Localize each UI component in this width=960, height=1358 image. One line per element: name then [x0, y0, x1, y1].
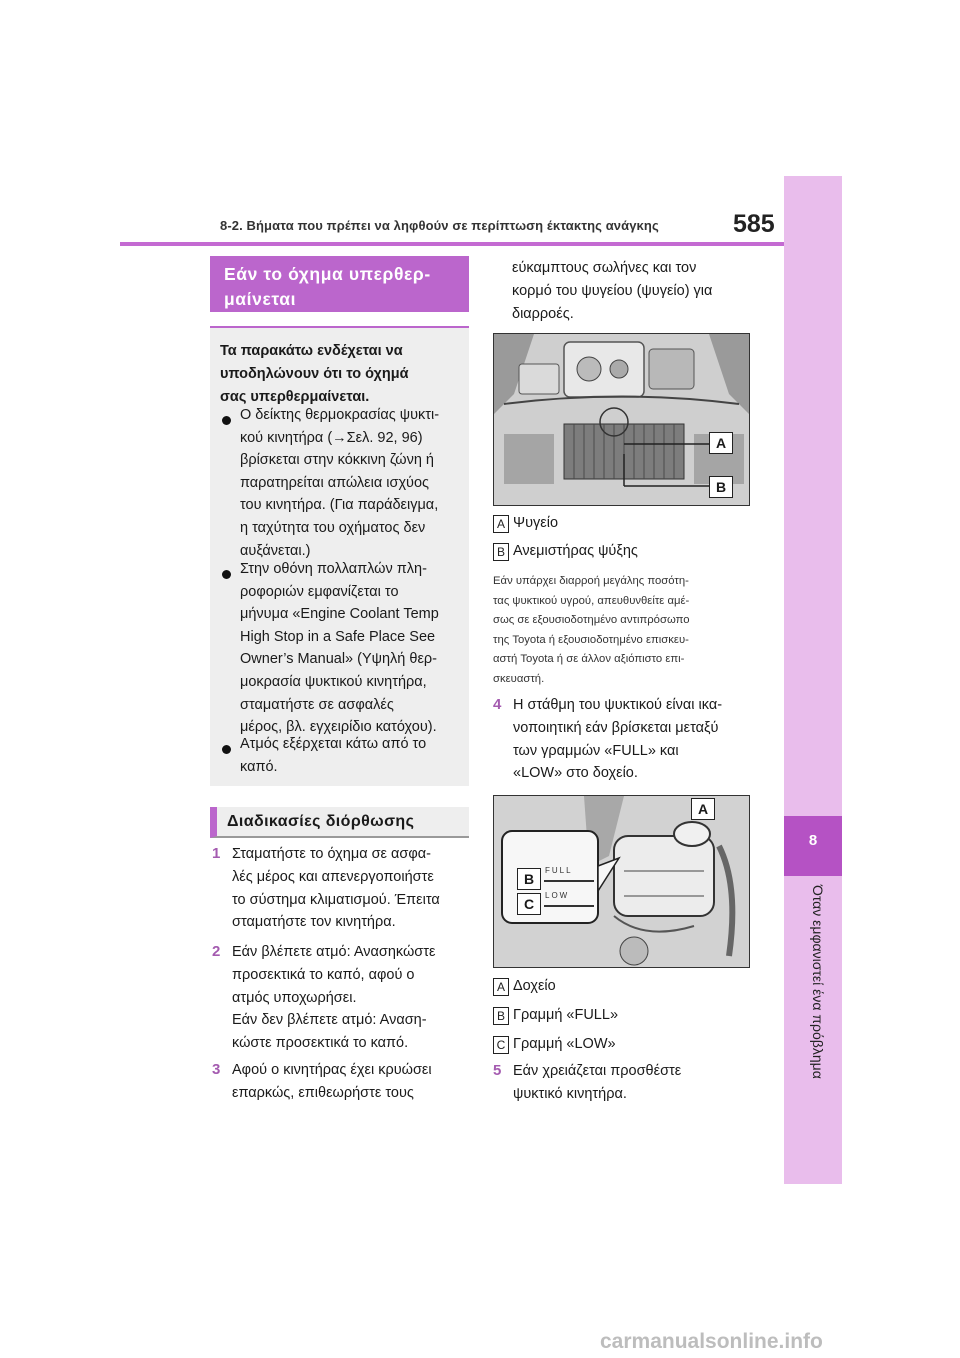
bullet-line: Ατμός εξέρχεται κάτω από το [240, 736, 427, 752]
step-line: κώστε προσεκτικά το καπό. [232, 1035, 409, 1052]
bullet-line: μοκρασία ψυκτικού κινητήρα, [240, 673, 427, 690]
bullet-display-message [240, 558, 462, 739]
bullet-line: σταματήστε σε ασφαλές [240, 696, 394, 713]
note-line: σκευαστή. [493, 672, 545, 685]
legend-text: Γραμμή «FULL» [513, 1007, 619, 1023]
intro-line: υποδηλώνουν ότι το όχημά [220, 366, 409, 382]
bullet-line: μέρος, βλ. εγχειρίδιο κατόχου). [240, 719, 437, 736]
header-rule [120, 242, 840, 246]
step-5-text [513, 1060, 763, 1106]
step-line: Η στάθμη του ψυκτικού είναι ικα- [513, 697, 723, 713]
step-2-text [232, 941, 472, 1055]
step-line: επαρκώς, επιθεωρήστε τους [232, 1084, 414, 1101]
callout-A: A [709, 432, 733, 454]
step-1-text [232, 843, 472, 934]
step-number: 3 [212, 1061, 221, 1078]
legend-text: Γραμμή «LOW» [513, 1036, 616, 1052]
bullet-line: η ταχύτητα του οχήματος δεν [240, 519, 426, 536]
legend-text: Ψυγείο [513, 515, 559, 531]
full-mark-label: FULL [545, 866, 573, 875]
bullet-line: Owner’s Manual» (Υψηλή θερ- [240, 651, 437, 668]
note-line: τας ψυκτικού υγρού, απευθυνθείτε αμέ- [493, 594, 690, 607]
legend-text: Ανεμιστήρας ψύξης [513, 543, 638, 559]
step-line: Εάν χρειάζεται προσθέστε [513, 1063, 682, 1079]
callout-B: B [709, 476, 733, 498]
step-line: εύκαμπτους σωλήνες και τον [512, 260, 697, 276]
step-line: διαρροές. [512, 305, 574, 322]
step-number: 1 [212, 845, 221, 862]
bullet-dot [222, 745, 231, 754]
callout-C: C [517, 893, 541, 915]
step-line: Αφού ο κινητήρας έχει κρυώσει [232, 1062, 432, 1078]
step-line: ατμός υποχωρήσει. [232, 989, 357, 1006]
bullet-line: κού κινητήρα (→Σελ. 92, 96) [240, 429, 423, 446]
bullet-line: βρίσκεται στην κόκκινη ζώνη ή [240, 452, 435, 469]
step-3-continued [512, 257, 762, 325]
step-4-text [513, 694, 763, 785]
bullet-line: Ο δείκτης θερμοκρασίας ψυκτι- [240, 407, 440, 423]
legend-text: Δοχείο [513, 978, 556, 994]
bullet-temperature-gauge [240, 404, 462, 562]
heading-line: μαίνεται [224, 289, 297, 309]
bullet-line: High Stop in a Safe Place See [240, 628, 436, 645]
leak-note [493, 572, 763, 689]
step-line: ψυκτικό κινητήρα. [513, 1085, 627, 1102]
step-line: το σύστημα κλιματισμού. Έπειτα [232, 891, 440, 908]
chapter-label: Όταν εμφανιστεί ένα πρόβλημα [810, 885, 826, 1079]
section-heading-overheat [210, 256, 469, 312]
step-number: 4 [493, 696, 502, 713]
bullet-steam [240, 733, 462, 778]
step-line: νοποιητική εάν βρίσκεται μεταξύ [513, 719, 719, 736]
note-line: της Toyota ή εξουσιοδοτημένο επισκευ- [493, 633, 689, 646]
legend-key: A [493, 515, 509, 533]
intro-line: Τα παρακάτω ενδέχεται να [220, 343, 403, 359]
step-line: Εάν δεν βλέπετε ατμό: Αναση- [232, 1012, 427, 1029]
step-line: λές μέρος και απενεργοποιήστε [232, 868, 434, 885]
step-line: Σταματήστε το όχημα σε ασφα- [232, 846, 431, 862]
page-number: 585 [733, 210, 775, 238]
bullet-line: παρατηρείται απώλεια ισχύος [240, 474, 430, 491]
bullet-line: του κινητήρα. (Για παράδειγμα, [240, 497, 439, 514]
bullet-line: καπό. [240, 758, 278, 775]
note-line: αστή Toyota ή σε άλλον αξιόπιστο επι- [493, 653, 685, 665]
watermark: carmanualsonline.info [600, 1330, 823, 1353]
note-line: σως σε εξουσιοδοτημένο αντιπρόσωπο [493, 614, 690, 626]
step-line: Εάν βλέπετε ατμό: Ανασηκώστε [232, 944, 436, 960]
section-heading-procedure: Διαδικασίες διόρθωσης [210, 807, 469, 838]
bullet-line: ροφοριών εμφανίζεται το [240, 583, 399, 600]
overheat-intro [220, 340, 460, 409]
step-3-text [232, 1059, 472, 1105]
running-header: 8-2. Βήματα που πρέπει να ληφθούν σε περίπτωση έκτακτης ανάγκης [220, 218, 659, 233]
step-line: σταματήστε τον κινητήρα. [232, 914, 396, 931]
legend-key: A [493, 978, 509, 996]
heading-line: Εάν το όχημα υπερθερ- [224, 264, 431, 284]
bullet-line: Στην οθόνη πολλαπλών πλη- [240, 561, 427, 577]
note-line: Εάν υπάρχει διαρροή μεγάλης ποσότη- [493, 575, 689, 587]
step-number: 2 [212, 943, 221, 960]
low-mark-label: LOW [545, 891, 570, 900]
step-line: προσεκτικά το καπό, αφού ο [232, 966, 415, 983]
legend-key: B [493, 543, 509, 561]
legend-key: B [493, 1007, 509, 1025]
bullet-line: μήνυμα «Engine Coolant Temp [240, 606, 439, 623]
legend-key: C [493, 1036, 509, 1054]
callout-B: B [517, 868, 541, 890]
step-line: κορμό του ψυγείου (ψυγείο) για [512, 282, 713, 299]
step-line: «LOW» στο δοχείο. [513, 765, 638, 782]
bullet-dot [222, 570, 231, 579]
bullet-dot [222, 416, 231, 425]
intro-line: σας υπερθερμαίνεται. [220, 389, 370, 405]
bullet-line: αυξάνεται.) [240, 542, 311, 559]
callout-A: A [691, 798, 715, 820]
step-number: 5 [493, 1062, 502, 1079]
chapter-number: 8 [808, 832, 818, 849]
step-line: των γραμμών «FULL» και [513, 742, 679, 759]
